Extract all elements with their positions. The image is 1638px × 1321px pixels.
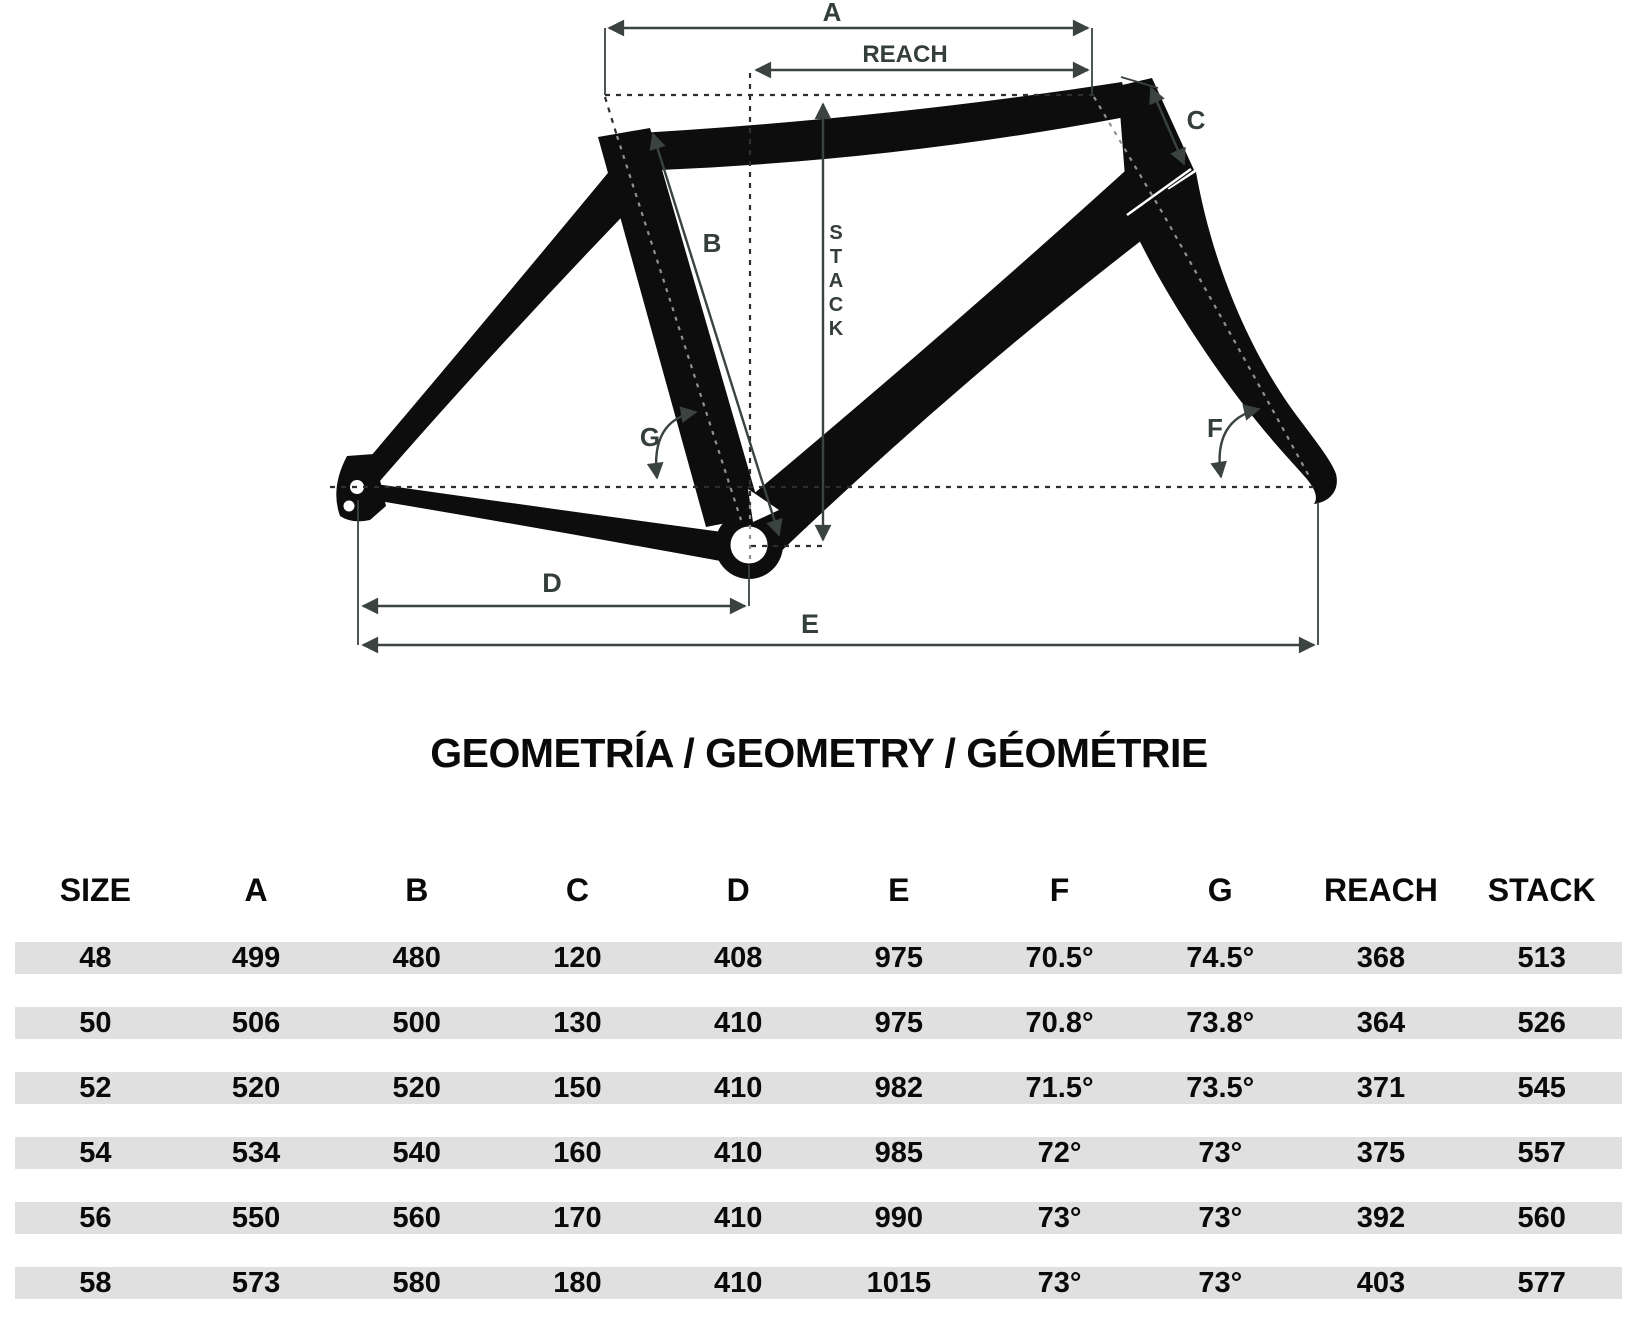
table-cell: 73° bbox=[1198, 1267, 1243, 1299]
table-cell: 50 bbox=[79, 1007, 112, 1039]
table-cell: 410 bbox=[713, 1137, 763, 1169]
table-cell: 560 bbox=[1517, 1202, 1566, 1234]
table-row bbox=[15, 1072, 1622, 1104]
label-b: B bbox=[702, 228, 722, 258]
label-e: E bbox=[800, 609, 820, 639]
table-cell: 56 bbox=[79, 1202, 112, 1234]
table-cell: 513 bbox=[1517, 942, 1566, 974]
table-row bbox=[15, 942, 1622, 974]
table-cell: 557 bbox=[1517, 1137, 1566, 1169]
table-cell: 73° bbox=[1037, 1202, 1082, 1234]
angle-f-arc bbox=[1220, 409, 1259, 477]
table-cell: 170 bbox=[553, 1202, 602, 1234]
seat-tube-axis-dash bbox=[617, 136, 741, 520]
table-cell: 580 bbox=[392, 1267, 441, 1299]
table-cell: 560 bbox=[392, 1202, 441, 1234]
table-cell: 150 bbox=[553, 1072, 602, 1104]
table-cell: 410 bbox=[713, 1202, 763, 1234]
table-cell: 975 bbox=[874, 1007, 924, 1039]
table-cell: 72° bbox=[1037, 1137, 1082, 1169]
seat-axis-upper-dash bbox=[605, 97, 617, 136]
dropout-hanger-hole bbox=[344, 501, 355, 512]
table-cell: 371 bbox=[1356, 1072, 1406, 1104]
table-cell: 73.5° bbox=[1186, 1072, 1255, 1104]
table-cell: 990 bbox=[874, 1202, 924, 1234]
column-header: G bbox=[1207, 871, 1233, 908]
label-c: C bbox=[1186, 105, 1206, 135]
table-cell: 375 bbox=[1356, 1137, 1406, 1169]
table-cell: 534 bbox=[231, 1137, 281, 1169]
column-header: REACH bbox=[1324, 871, 1438, 908]
column-header: D bbox=[726, 871, 750, 908]
table-cell: 985 bbox=[874, 1137, 924, 1169]
table-cell: 74.5° bbox=[1186, 942, 1255, 974]
table-cell: 982 bbox=[874, 1072, 924, 1104]
geometry-table-body bbox=[15, 942, 1622, 1299]
table-cell: 180 bbox=[553, 1267, 602, 1299]
table-cell: 577 bbox=[1517, 1267, 1566, 1299]
table-cell: 130 bbox=[553, 1007, 602, 1039]
table-cell: 73.8° bbox=[1186, 1007, 1255, 1039]
table-cell: 573 bbox=[231, 1267, 281, 1299]
table-cell: 520 bbox=[231, 1072, 281, 1104]
table-cell: 540 bbox=[392, 1137, 441, 1169]
label-stack: STACK bbox=[825, 222, 847, 342]
column-header: STACK bbox=[1487, 871, 1596, 908]
column-header: E bbox=[888, 871, 910, 908]
table-cell: 545 bbox=[1517, 1072, 1566, 1104]
table-cell: 160 bbox=[553, 1137, 602, 1169]
table-cell: 71.5° bbox=[1025, 1072, 1094, 1104]
column-header: A bbox=[244, 871, 268, 908]
label-reach: REACH bbox=[862, 41, 948, 68]
label-a: A bbox=[822, 0, 842, 27]
table-cell: 410 bbox=[713, 1007, 763, 1039]
column-header: SIZE bbox=[59, 871, 131, 908]
table-cell: 58 bbox=[79, 1267, 112, 1299]
table-row bbox=[15, 1137, 1622, 1169]
table-cell: 54 bbox=[79, 1137, 112, 1169]
table-cell: 550 bbox=[231, 1202, 281, 1234]
table-cell: 975 bbox=[874, 942, 924, 974]
label-g: G bbox=[639, 422, 661, 452]
seat-stay bbox=[354, 168, 642, 497]
column-header: B bbox=[405, 871, 429, 908]
table-cell: 73° bbox=[1037, 1267, 1082, 1299]
table-cell: 403 bbox=[1356, 1267, 1406, 1299]
table-cell: 48 bbox=[79, 942, 112, 974]
table-cell: 73° bbox=[1198, 1202, 1243, 1234]
table-cell: 506 bbox=[231, 1007, 281, 1039]
table-cell: 392 bbox=[1356, 1202, 1406, 1234]
table-cell: 368 bbox=[1356, 942, 1406, 974]
page-title: GEOMETRÍA / GEOMETRY / GÉOMÉTRIE bbox=[430, 730, 1208, 776]
column-header: F bbox=[1049, 871, 1070, 908]
table-cell: 1015 bbox=[866, 1267, 932, 1299]
table-row bbox=[15, 1202, 1622, 1234]
table-cell: 70.8° bbox=[1025, 1007, 1094, 1039]
table-cell: 410 bbox=[713, 1267, 763, 1299]
fork bbox=[1128, 172, 1337, 504]
chain-stay bbox=[362, 482, 726, 562]
label-f: F bbox=[1207, 413, 1223, 443]
table-row bbox=[15, 1007, 1622, 1039]
down-tube bbox=[727, 162, 1188, 560]
table-cell: 408 bbox=[713, 942, 763, 974]
table-row bbox=[15, 1267, 1622, 1299]
table-cell: 526 bbox=[1517, 1007, 1566, 1039]
geometry-table-header bbox=[15, 870, 1622, 910]
label-d: D bbox=[542, 568, 562, 598]
table-cell: 73° bbox=[1198, 1137, 1243, 1169]
table-cell: 364 bbox=[1356, 1007, 1406, 1039]
table-cell: 52 bbox=[79, 1072, 112, 1104]
geometry-table bbox=[15, 870, 1622, 1299]
table-cell: 120 bbox=[553, 942, 602, 974]
table-cell: 480 bbox=[392, 942, 441, 974]
table-cell: 410 bbox=[713, 1072, 763, 1104]
column-header: C bbox=[565, 871, 589, 908]
table-cell: 499 bbox=[231, 942, 281, 974]
table-cell: 500 bbox=[392, 1007, 441, 1039]
table-cell: 520 bbox=[392, 1072, 441, 1104]
table-cell: 70.5° bbox=[1025, 942, 1094, 974]
